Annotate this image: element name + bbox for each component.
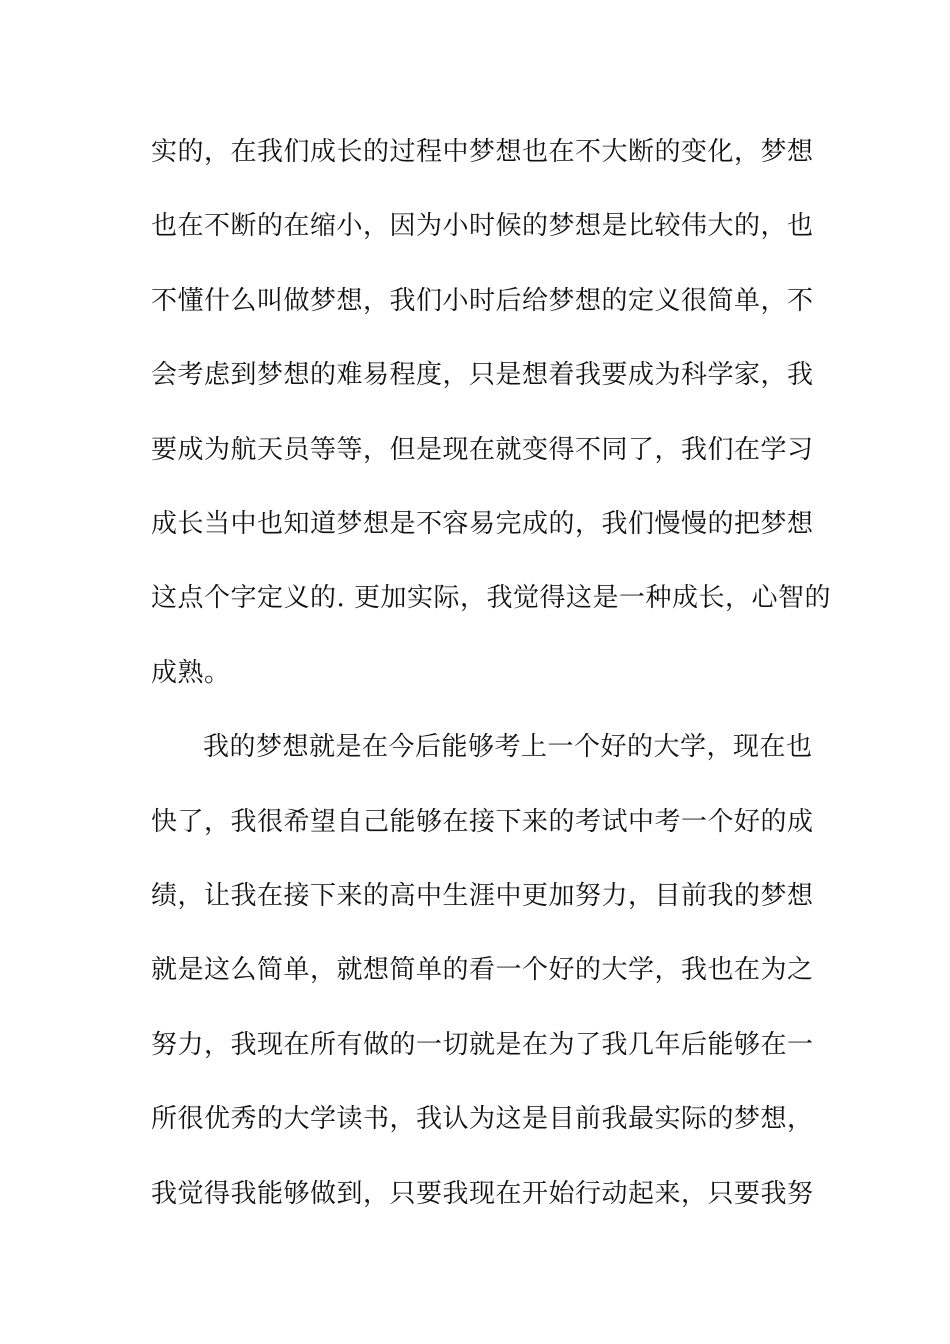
text-line: 也在不断的在缩小，因为小时候的梦想是比较伟大的，也: [151, 211, 814, 241]
text-line: 所很优秀的大学读书，我认为这是目前我最实际的梦想，: [151, 1104, 814, 1134]
text-line: 就是这么简单，就想简单的看一个好的大学，我也在为之: [151, 955, 814, 985]
paragraph-first-line: 我的梦想就是在今后能够考上一个好的大学，现在也: [203, 732, 813, 762]
text-line: 快了，我很希望自己能够在接下来的考试中考一个好的成: [151, 807, 814, 837]
text-line: 这点个字定义的. 更加实际，我觉得这是一种成长，心智的: [151, 583, 832, 613]
text-line: 不懂什么叫做梦想，我们小时后给梦想的定义很简单，不: [151, 286, 814, 316]
text-line: 会考虑到梦想的难易程度，只是想着我要成为科学家，我: [151, 360, 814, 390]
text-line: 我觉得我能够做到，只要我现在开始行动起来，只要我努: [151, 1179, 814, 1209]
text-line: 努力，我现在所有做的一切就是在为了我几年后能够在一: [151, 1030, 814, 1060]
text-line: 要成为航天员等等，但是现在就变得不同了，我们在学习: [151, 435, 814, 465]
text-line: 绩，让我在接下来的高中生涯中更加努力，目前我的梦想: [151, 881, 814, 911]
text-line: 成长当中也知道梦想是不容易完成的，我们慢慢的把梦想: [151, 509, 814, 539]
text-line: 实的，在我们成长的过程中梦想也在不大断的变化，梦想: [151, 137, 814, 167]
text-line: 成熟。: [151, 658, 231, 688]
